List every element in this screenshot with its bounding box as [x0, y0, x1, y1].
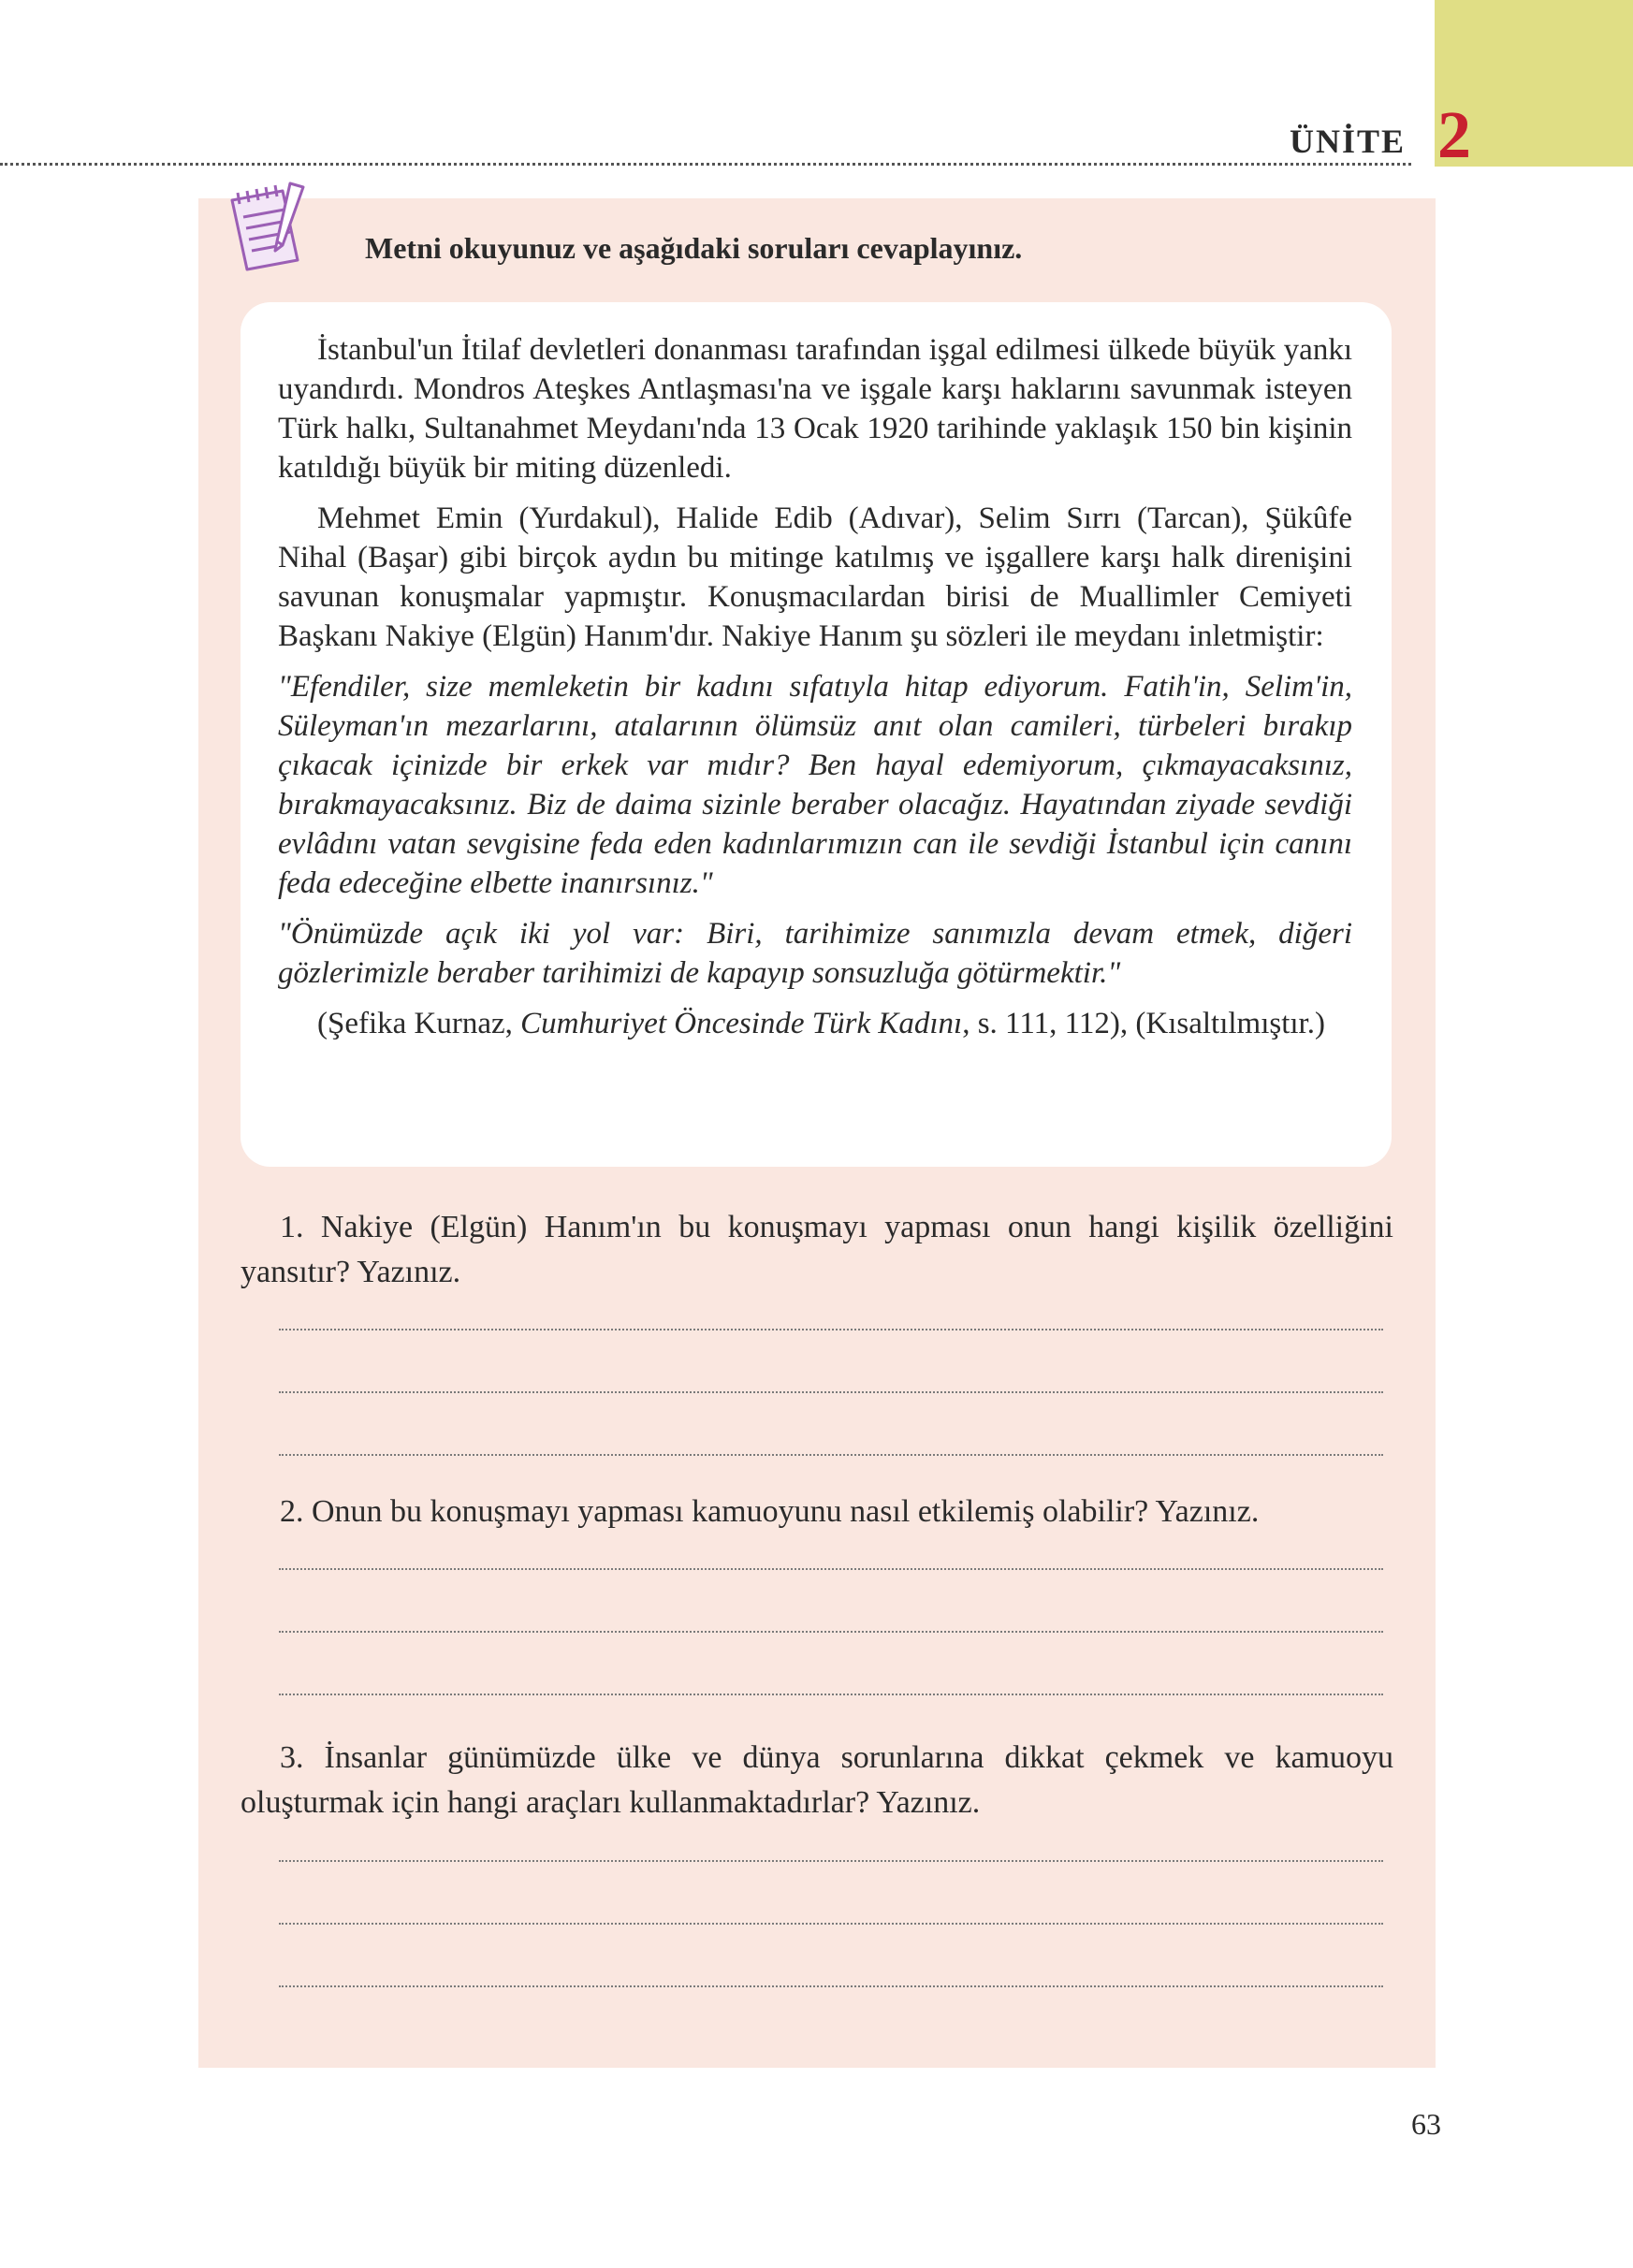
answer-line[interactable] — [279, 1860, 1383, 1862]
answer-line[interactable] — [279, 1631, 1383, 1633]
reading-passage-box — [241, 302, 1392, 1167]
source-pages: , s. 111, 112), (Kısaltılmıştır.) — [962, 1007, 1325, 1040]
passage-source — [278, 1004, 1352, 1043]
question-3: 3. İnsanlar günümüzde ülke ve dünya sorunlarına dikkat çekmek ve kamuoyu oluşturmak için hangi araçları kullanmaktadırlar? Yazınız. — [241, 1740, 1393, 1820]
source-author: (Şefika Kurnaz, — [317, 1007, 521, 1040]
answer-line[interactable] — [279, 1391, 1383, 1393]
reading-passage — [278, 330, 1352, 1054]
passage-paragraph-2: Mehmet Emin (Yurdakul), Halide Edib (Adıvar), Selim Sırrı (Tarcan), Şükûfe Nihal (Başar) gibi birçok aydın bu mitinge katılmış ve işgallere karşı halk direnişini savunan konuşmalar yapmıştır. Konuşmacılardan birisi de Muallimler Cemiyeti Başkanı Nakiye (Elgün) Hanım'dır. Nakiye Hanım şu sözleri ile meydanı inletmiştir: — [278, 502, 1352, 653]
unit-number: 2 — [1437, 97, 1471, 172]
answer-line[interactable] — [279, 1454, 1383, 1456]
question-1: 1. Nakiye (Elgün) Hanım'ın bu konuşmayı yapması onun hangi kişilik özelliğini yansıtır? Yazınız. — [241, 1210, 1393, 1289]
source-title: Cumhuriyet Öncesinde Türk Kadını — [520, 1007, 963, 1040]
passage-paragraph-1: İstanbul'un İtilaf devletleri donanması tarafından işgal edilmesi ülkede büyük yankı uyandırdı. Mondros Ateşkes Antlaşması'na ve işgale karşı haklarını savunmak isteyen Türk halkı, Sultanahmet Meydanı'nda 13 Ocak 1920 tarihinde yaklaşık 150 bin kişinin katıldığı büyük bir miting düzenledi. — [278, 333, 1352, 485]
notebook-pencil-icon — [225, 180, 309, 277]
answer-line[interactable] — [279, 1923, 1383, 1925]
header-rule — [0, 163, 1411, 166]
activity-instruction: Metni okuyunuz ve aşağıdaki soruları cevaplayınız. — [365, 231, 1023, 265]
unit-label: ÜNİTE — [1290, 123, 1407, 160]
answer-line[interactable] — [279, 1329, 1383, 1330]
passage-quote-2: "Önümüzde açık iki yol var: Biri, tarihimize sanımızla devam etmek, diğeri gözlerimizle beraber tarihimizi de kapayıp sonsuzluğa götürmektir." — [278, 917, 1352, 990]
answer-line[interactable] — [279, 1985, 1383, 1987]
page-number: 63 — [1411, 2107, 1441, 2141]
passage-quote-1: "Efendiler, size memleketin bir kadını sıfatıyla hitap ediyorum. Fatih'in, Selim'in, Süleyman'ın mezarlarını, atalarının ölümsüz anıt olan camileri, türbeleri bırakıp çıkacak içinizde bir erkek var mıdır? Ben hayal edemiyorum, çıkmayacaksınız, bırakmayacaksınız. Biz de daima sizinle beraber olacağız. Hayatından ziyade sevdiği evlâdını vatan sevgisine feda eden kadınlarımızın can ile sevdiği İstanbul için canını feda edeceğine elbette inanırsınız." — [278, 670, 1352, 900]
answer-line[interactable] — [279, 1568, 1383, 1570]
question-2: 2. Onun bu konuşmayı yapması kamuoyunu nasıl etkilemiş olabilir? Yazınız. — [280, 1494, 1260, 1529]
answer-line[interactable] — [279, 1694, 1383, 1695]
